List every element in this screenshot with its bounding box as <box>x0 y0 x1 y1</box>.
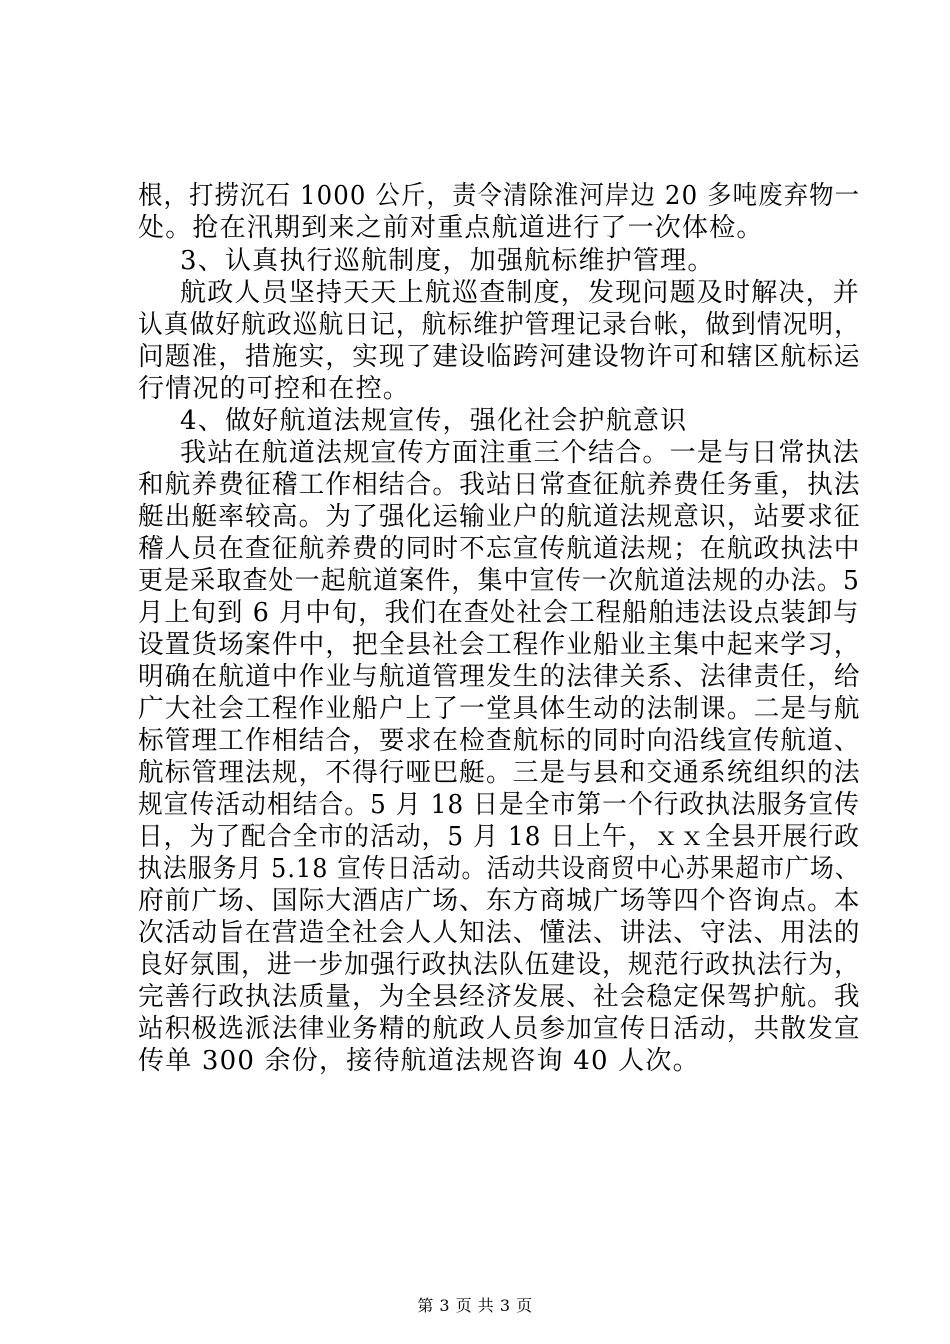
text-line: 处。抢在汛期到来之前对重点航道进行了一次体检。 <box>138 213 764 243</box>
text-line: 标管理工作相结合，要求在检查航标的同时向沿线宣传航道、 <box>138 726 861 756</box>
text-line: 传单 300 余份，接待航道法规咨询 40 人次。 <box>138 1046 700 1076</box>
section-heading: 4、做好航道法规宣传，强化社会护航意识 <box>180 406 688 436</box>
text-line: 规宣传活动相结合。5 月 18 日是全市第一个行政执法服务宣传 <box>138 790 861 820</box>
text-line: 执法服务月 5.18 宣传日活动。活动共设商贸中心苏果超市广场、 <box>138 854 860 884</box>
text-line: 更是采取查处一起航道案件，集中宣传一次航道法规的办法。5 <box>138 566 861 596</box>
section-heading: 3、认真执行巡航制度，加强航标维护管理。 <box>180 246 715 276</box>
text-line: 设置货场案件中，把全县社会工程作业船业主集中起来学习， <box>138 630 861 660</box>
text-line: 艇出艇率较高。为了强化运输业户的航道法规意识，站要求征 <box>138 502 861 532</box>
text-line: 航政人员坚持天天上航巡查制度，发现问题及时解决，并 <box>180 278 861 308</box>
text-line: 和航养费征稽工作相结合。我站日常查征航养费任务重，执法 <box>138 470 861 500</box>
text-line: 明确在航道中作业与航道管理发生的法律关系、法律责任，给 <box>138 662 861 692</box>
text-line: 问题准，措施实，实现了建设临跨河建设物许可和辖区航标运 <box>138 342 861 372</box>
text-line: 广大社会工程作业船户上了一堂具体生动的法制课。二是与航 <box>138 694 861 724</box>
text-line: 良好氛围，进一步加强行政执法队伍建设，规范行政执法行为， <box>138 950 861 980</box>
text-line: 行情况的可控和在控。 <box>138 374 411 404</box>
text-line: 航标管理法规，不得行哑巴艇。三是与县和交通系统组织的法 <box>138 758 861 788</box>
text-line: 月上旬到 6 月中旬，我们在查处社会工程船舶违法设点装卸与 <box>138 598 860 628</box>
text-line: 根，打捞沉石 1000 公斤，责令清除淮河岸边 20 多吨废弃物一 <box>138 181 861 211</box>
text-line: 完善行政执法质量，为全县经济发展、社会稳定保驾护航。我 <box>138 982 861 1012</box>
text-line: 日，为了配合全市的活动，5 月 18 日上午，ｘｘ全县开展行政 <box>138 822 861 852</box>
text-line: 稽人员在查征航养费的同时不忘宣传航道法规；在航政执法中 <box>138 534 861 564</box>
text-line: 次活动旨在营造全社会人人知法、懂法、讲法、守法、用法的 <box>138 918 861 948</box>
text-line: 府前广场、国际大酒店广场、东方商城广场等四个咨询点。本 <box>138 886 861 916</box>
text-line: 我站在航道法规宣传方面注重三个结合。一是与日常执法 <box>180 438 861 468</box>
page-number: 第 3 页 共 3 页 <box>417 1296 533 1315</box>
text-line: 站积极选派法律业务精的航政人员参加宣传日活动，共散发宣 <box>138 1014 861 1044</box>
text-line: 认真做好航政巡航日记，航标维护管理记录台帐，做到情况明， <box>138 310 861 340</box>
